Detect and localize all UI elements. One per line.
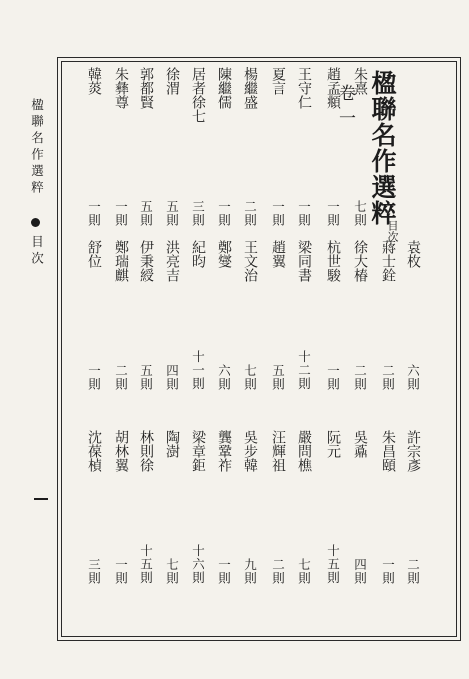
entry-count: 六則 bbox=[405, 364, 421, 391]
entry-count: 七則 bbox=[352, 200, 368, 227]
entry-count: 九則 bbox=[242, 558, 258, 585]
entry-name: 鄭瑞麒 bbox=[113, 240, 129, 282]
entry-count: 一則 bbox=[86, 200, 102, 227]
entry-count: 一則 bbox=[296, 200, 312, 227]
page-border-inner bbox=[61, 61, 457, 637]
entry-count: 四則 bbox=[352, 558, 368, 585]
entry-name: 陶澍 bbox=[164, 430, 180, 458]
entry-name: 杭世駿 bbox=[325, 240, 341, 282]
entry-count: 二則 bbox=[380, 364, 396, 391]
entry-name: 蔣士銓 bbox=[380, 240, 396, 282]
entry-name: 趙孟頫 bbox=[325, 67, 341, 109]
entry-name: 朱昌頤 bbox=[380, 430, 396, 472]
entry-name: 沈葆楨 bbox=[86, 430, 102, 472]
entry-count: 三則 bbox=[86, 558, 102, 585]
entry-name: 徐大椿 bbox=[352, 240, 368, 282]
entry-count: 七則 bbox=[164, 558, 180, 585]
entry-name: 舒位 bbox=[86, 240, 102, 268]
entry-count: 一則 bbox=[86, 364, 102, 391]
entry-name: 楊繼盛 bbox=[242, 67, 258, 109]
page-number bbox=[34, 498, 48, 500]
entry-name: 鄭燮 bbox=[216, 240, 232, 268]
entry-count: 一則 bbox=[113, 200, 129, 227]
entry-name: 王文治 bbox=[242, 240, 258, 282]
section-label: 目次 bbox=[386, 220, 399, 242]
entry-count: 五則 bbox=[138, 200, 154, 227]
entry-name: 趙翼 bbox=[270, 240, 286, 268]
entry-count: 五則 bbox=[138, 364, 154, 391]
entry-name: 伊秉綬 bbox=[138, 240, 154, 282]
entry-count: 一則 bbox=[216, 558, 232, 585]
entry-count: 二則 bbox=[242, 200, 258, 227]
entry-name: 陳繼儒 bbox=[216, 67, 232, 109]
entry-count: 一則 bbox=[325, 200, 341, 227]
entry-name: 王守仁 bbox=[296, 67, 312, 109]
margin-book-title: 楹聯名作選粹 bbox=[29, 98, 45, 197]
entry-name: 胡林翼 bbox=[113, 430, 129, 472]
margin-section-label: 目次 bbox=[29, 235, 45, 268]
entry-name: 龔鞏祚 bbox=[216, 430, 232, 472]
entry-count: 二則 bbox=[113, 364, 129, 391]
entry-count: 十一則 bbox=[190, 350, 206, 391]
entry-count: 十五則 bbox=[138, 544, 154, 585]
entry-count: 十二則 bbox=[296, 350, 312, 391]
entry-count: 一則 bbox=[270, 200, 286, 227]
entry-count: 二則 bbox=[352, 364, 368, 391]
entry-count: 二則 bbox=[405, 558, 421, 585]
entry-name: 林則徐 bbox=[138, 430, 154, 472]
entry-name: 吳步韓 bbox=[242, 430, 258, 472]
entry-name: 梁同書 bbox=[296, 240, 312, 282]
entry-count: 七則 bbox=[296, 558, 312, 585]
entry-count: 一則 bbox=[113, 558, 129, 585]
entry-count: 一則 bbox=[325, 364, 341, 391]
entry-count: 七則 bbox=[242, 364, 258, 391]
entry-name: 居者徐七 bbox=[190, 67, 206, 123]
entry-name: 徐渭 bbox=[164, 67, 180, 95]
entry-count: 一則 bbox=[216, 200, 232, 227]
entry-name: 吳鼒 bbox=[352, 430, 368, 458]
entry-count: 六則 bbox=[216, 364, 232, 391]
bullet-dot bbox=[31, 218, 40, 227]
entry-name: 許宗彥 bbox=[405, 430, 421, 472]
entry-name: 韓菼 bbox=[86, 67, 102, 95]
entry-count: 五則 bbox=[270, 364, 286, 391]
book-title: 楹聯名作選粹 bbox=[368, 70, 397, 226]
entry-count: 二則 bbox=[270, 558, 286, 585]
entry-count: 十五則 bbox=[325, 544, 341, 585]
entry-count: 十六則 bbox=[190, 544, 206, 585]
entry-name: 夏言 bbox=[270, 67, 286, 95]
entry-name: 汪輝祖 bbox=[270, 430, 286, 472]
entry-name: 朱熹 bbox=[352, 67, 368, 95]
volume-label: 卷一 bbox=[335, 84, 355, 134]
entry-count: 三則 bbox=[190, 200, 206, 227]
entry-count: 四則 bbox=[164, 364, 180, 391]
entry-name: 朱彝尊 bbox=[113, 67, 129, 109]
entry-name: 紀昀 bbox=[190, 240, 206, 268]
entry-name: 袁枚 bbox=[405, 240, 421, 268]
entry-name: 洪亮吉 bbox=[164, 240, 180, 282]
entry-name: 嚴問樵 bbox=[296, 430, 312, 472]
entry-count: 一則 bbox=[380, 558, 396, 585]
entry-name: 郭都賢 bbox=[138, 67, 154, 109]
entry-name: 梁章鉅 bbox=[190, 430, 206, 472]
entry-name: 阮元 bbox=[325, 430, 341, 458]
entry-count: 五則 bbox=[164, 200, 180, 227]
